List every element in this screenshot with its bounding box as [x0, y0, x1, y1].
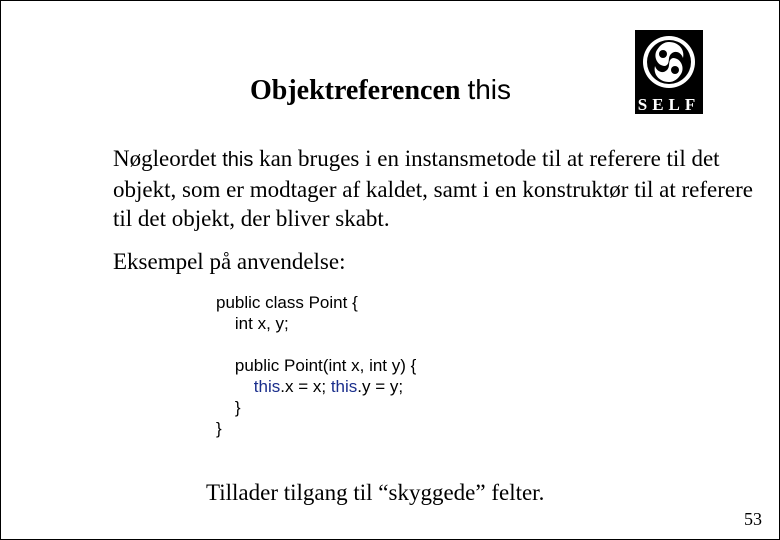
- code-indent: [216, 377, 254, 396]
- slide-title: [250, 74, 511, 107]
- code-line: [216, 376, 416, 397]
- title-text: Objektreferencen: [250, 75, 468, 106]
- code-line: int x, y;: [216, 314, 289, 333]
- this-keyword: this: [253, 377, 281, 396]
- this-keyword: this: [330, 377, 358, 396]
- example-label: Eksempel på anvendelse:: [113, 249, 346, 274]
- code-line: public Point(int x, int y) {: [216, 356, 417, 375]
- code-fragment: .x = x;: [280, 377, 331, 396]
- code-block: [216, 292, 416, 439]
- code-line: [216, 334, 416, 355]
- paragraph-text-2: kan bruges i en instansmetode til at referere til det objekt, som er modtager af kaldet, samt i en konstruktør til at referere til det objekt, der bliver skabt.: [113, 146, 753, 231]
- body-paragraph: [113, 144, 753, 233]
- self-logo: [635, 30, 703, 114]
- paragraph-text: Nøgleordet: [113, 146, 223, 171]
- code-fragment: .y = y;: [357, 377, 404, 396]
- code-line: public class Point {: [216, 293, 358, 312]
- code-line: }: [216, 419, 222, 438]
- title-code: this: [467, 74, 512, 105]
- logo-text: SELF: [637, 95, 701, 114]
- page-number: 53: [744, 509, 762, 529]
- paragraph-code: this: [222, 149, 254, 171]
- note-text: Tillader tilgang til “skyggede” felter.: [206, 480, 545, 505]
- code-line: }: [216, 398, 241, 417]
